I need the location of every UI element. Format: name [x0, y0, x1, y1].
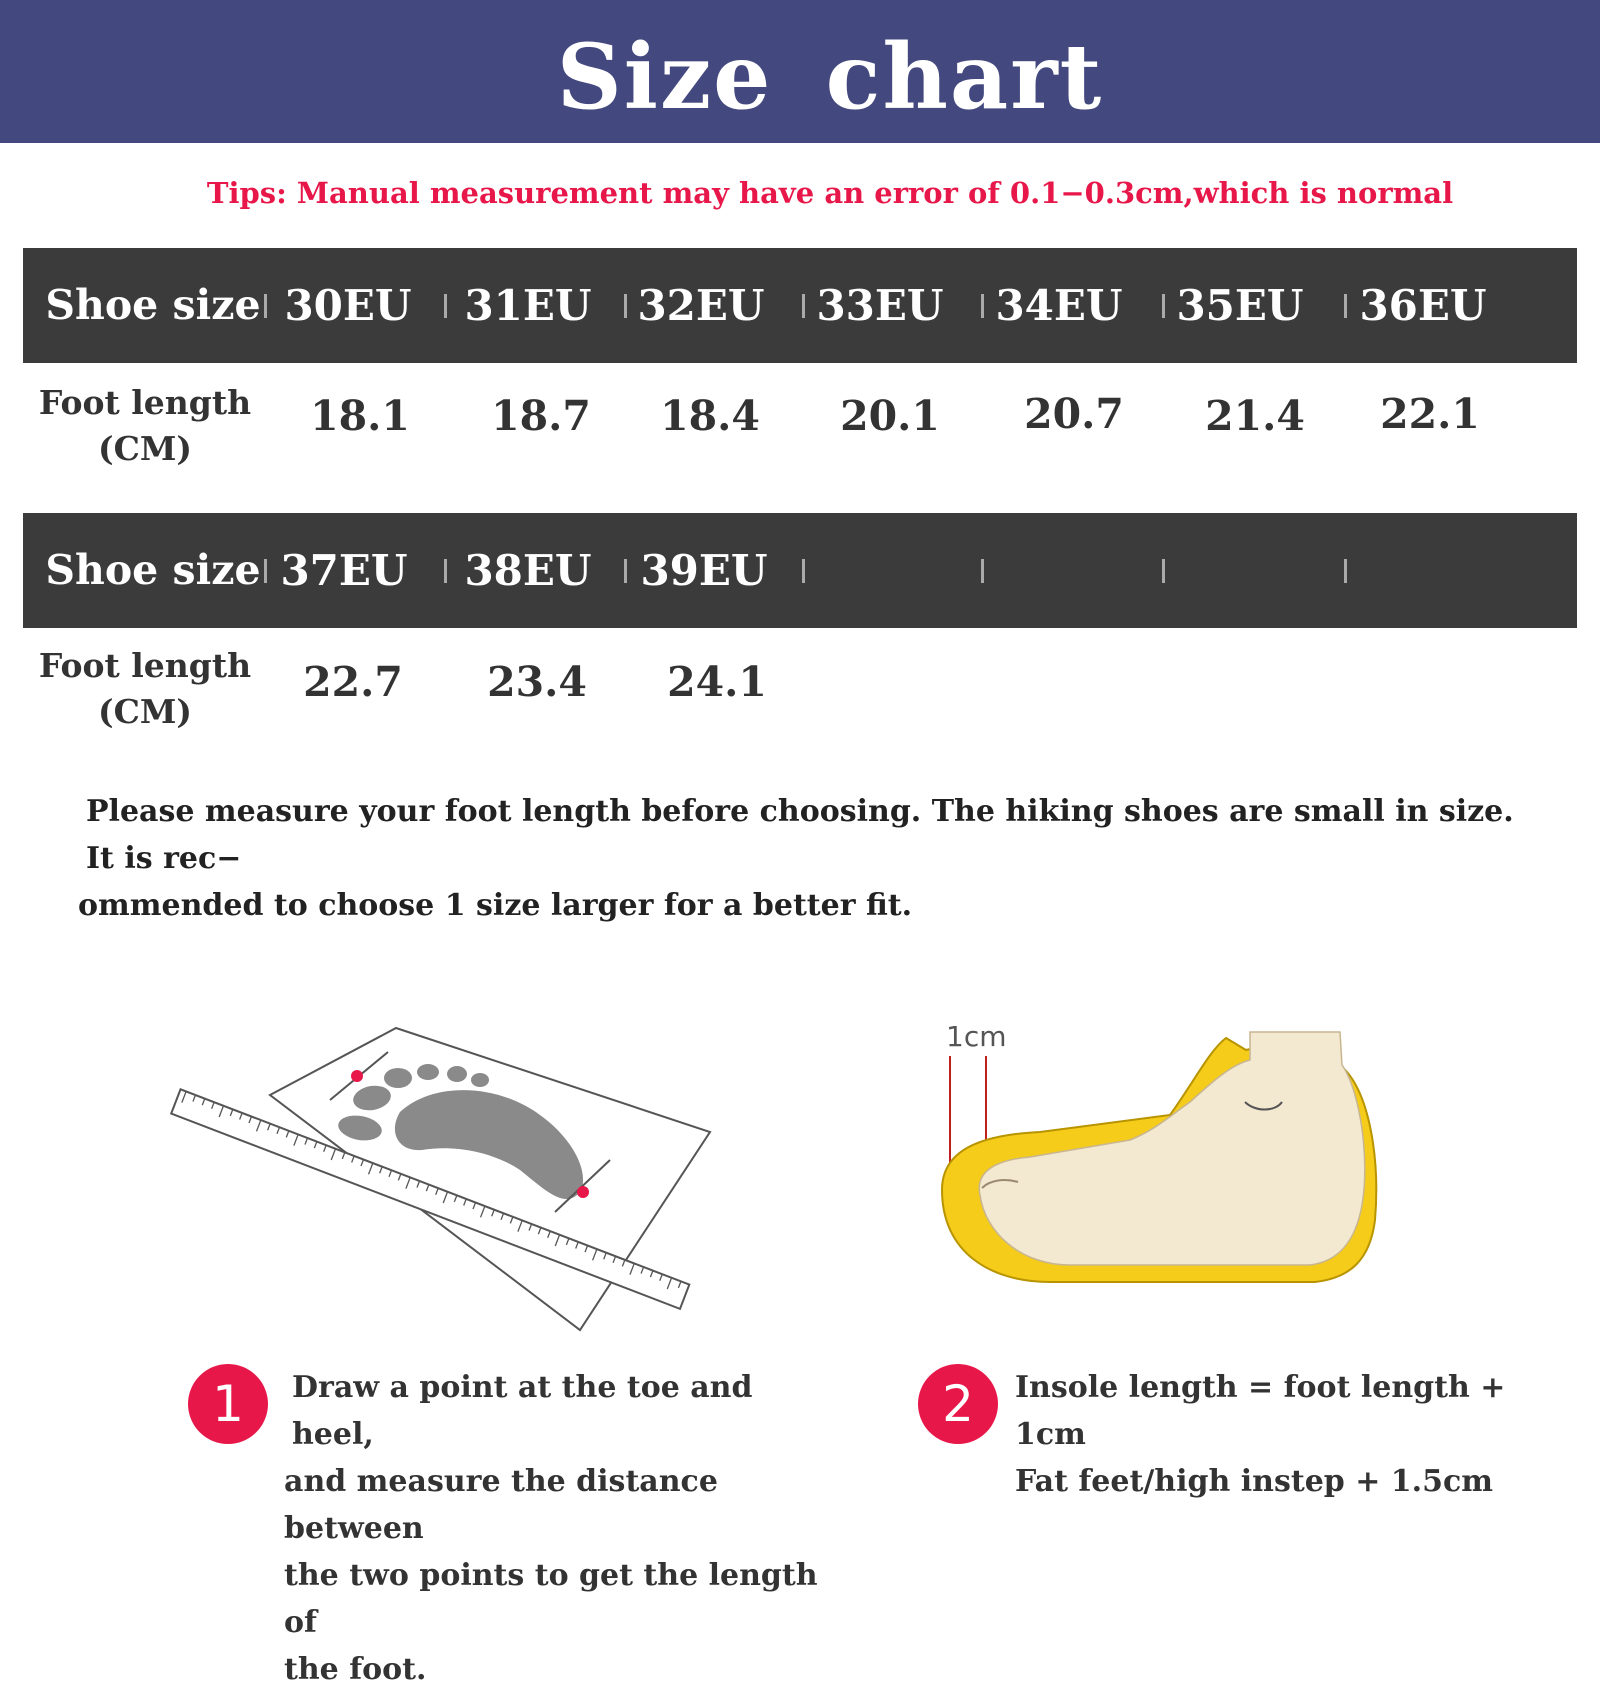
- insole-fit-illustration: [930, 1020, 1410, 1310]
- foot-length-value: 22.1: [1380, 390, 1480, 438]
- foot-length-label: [30, 380, 260, 472]
- step-2-text: [1015, 1364, 1575, 1505]
- column-divider: [1162, 294, 1165, 318]
- size-cell: 35EU: [1176, 281, 1304, 330]
- shoe-size-label: Shoe size: [45, 281, 261, 329]
- foot-length-value: 20.7: [1024, 390, 1124, 438]
- column-divider: [444, 559, 447, 583]
- foot-length-label-line1: Foot length: [38, 646, 252, 685]
- step-1-badge: 1: [188, 1364, 268, 1444]
- foot-length-value: 18.4: [660, 392, 760, 440]
- column-divider: [981, 294, 984, 318]
- one-cm-label: 1cm: [946, 1020, 1007, 1053]
- size-cell: 36EU: [1359, 281, 1487, 330]
- column-divider: [802, 294, 805, 318]
- sizing-note-line2: ommended to choose 1 size larger for a better fit.: [78, 888, 913, 923]
- size-header-row-1: [23, 248, 1577, 363]
- toe-point: [351, 1070, 363, 1082]
- column-divider: [802, 559, 805, 583]
- shoe-size-label: Shoe size: [45, 546, 261, 594]
- title-banner: [0, 0, 1600, 143]
- column-divider: [1162, 559, 1165, 583]
- foot-length-label: [30, 643, 260, 735]
- foot-length-value: 18.7: [491, 392, 591, 440]
- size-header-row-2: [23, 513, 1577, 628]
- step-1-line: the foot.: [284, 1652, 427, 1687]
- column-divider: [624, 559, 627, 583]
- foot-length-label-unit: (CM): [97, 692, 193, 731]
- column-divider: [264, 294, 267, 318]
- foot-length-label-line1: Foot length: [38, 383, 252, 422]
- size-cell: 37EU: [280, 546, 408, 595]
- step-1-line: and measure the distance between: [284, 1464, 718, 1546]
- foot-length-value: 22.7: [303, 658, 403, 706]
- step-2-badge: 2: [918, 1364, 998, 1444]
- foot-length-value: 24.1: [667, 658, 767, 706]
- column-divider: [1344, 294, 1347, 318]
- size-cell: 34EU: [995, 281, 1123, 330]
- column-divider: [444, 294, 447, 318]
- page-title: Size chart: [556, 24, 1104, 130]
- tips-text: Tips: Manual measurement may have an error of 0.1−0.3cm,which is normal: [206, 176, 1454, 210]
- size-cell: 39EU: [640, 546, 768, 595]
- size-cell: 38EU: [464, 546, 592, 595]
- foot-measurement-illustration: [160, 1020, 720, 1340]
- column-divider: [981, 559, 984, 583]
- size-cell: 33EU: [816, 281, 944, 330]
- size-cell: 31EU: [464, 281, 592, 330]
- foot-length-label-unit: (CM): [97, 429, 193, 468]
- column-divider: [1344, 559, 1347, 583]
- column-divider: [264, 559, 267, 583]
- size-cell: 30EU: [284, 281, 412, 330]
- size-cell: 32EU: [637, 281, 765, 330]
- foot-length-value: 20.1: [840, 392, 940, 440]
- sizing-note: [78, 788, 1548, 929]
- step-1-line: the two points to get the length of: [284, 1558, 818, 1640]
- heel-point: [577, 1186, 589, 1198]
- step-1-text: [284, 1364, 844, 1693]
- step-2-line: Insole length = foot length + 1cm: [1015, 1370, 1506, 1452]
- column-divider: [624, 294, 627, 318]
- sizing-note-line1: Please measure your foot length before choosing. The hiking shoes are small in size. It is rec−: [86, 794, 1514, 876]
- step-2-line: Fat feet/high instep + 1.5cm: [1015, 1464, 1493, 1499]
- step-1-line: Draw a point at the toe and heel,: [292, 1370, 753, 1452]
- foot-length-value: 23.4: [487, 658, 587, 706]
- foot-length-value: 18.1: [310, 392, 410, 440]
- foot-length-value: 21.4: [1205, 392, 1305, 440]
